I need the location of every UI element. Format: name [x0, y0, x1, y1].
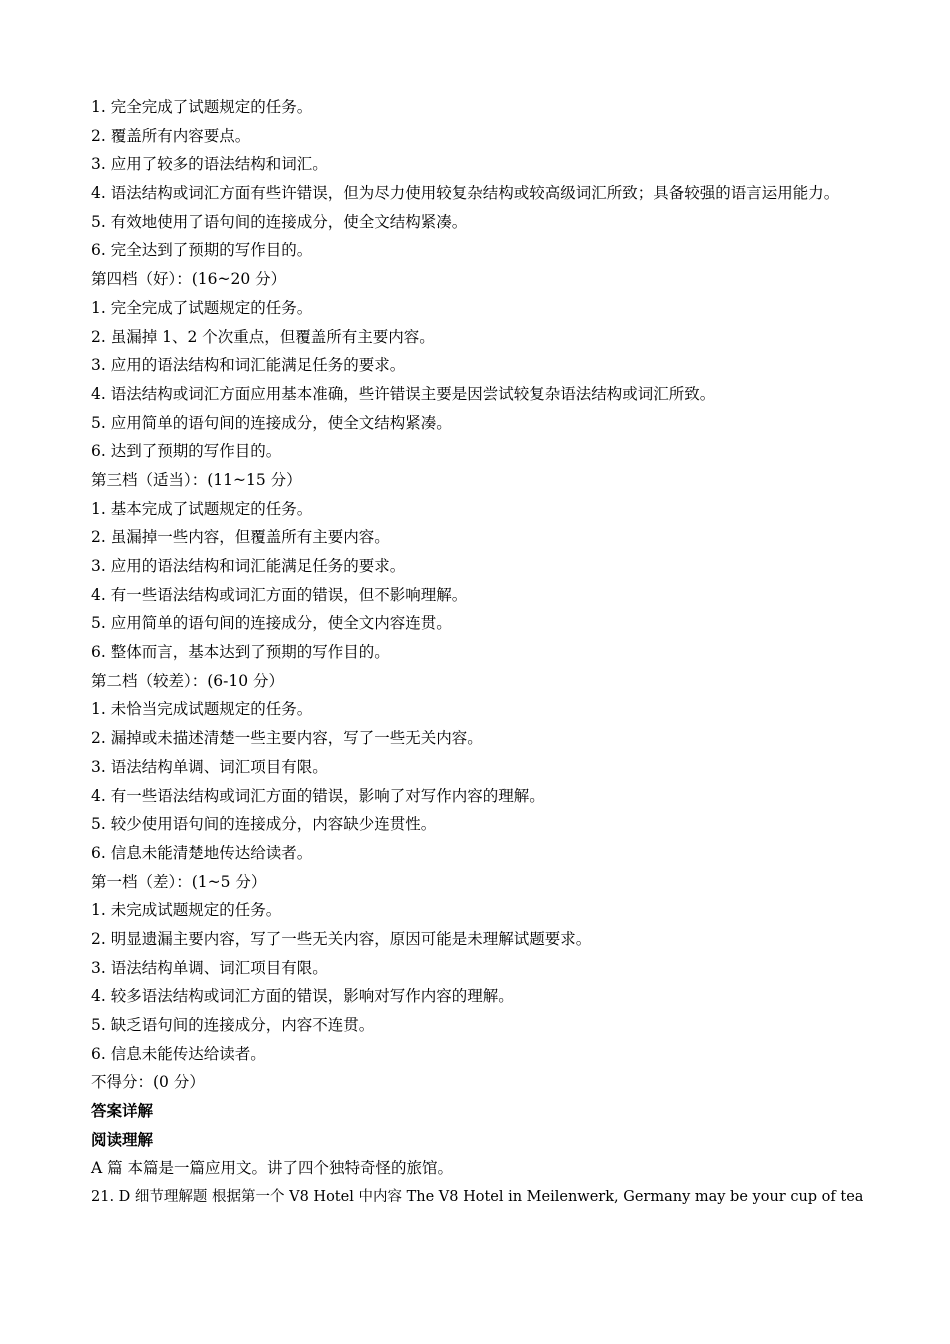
- text-line: 1. 完全完成了试题规定的任务。: [91, 98, 313, 116]
- text-line: 2. 漏掉或未描述清楚一些主要内容，写了一些无关内容。: [91, 729, 483, 748]
- text-line: 6. 信息未能传达给读者。: [91, 1044, 266, 1063]
- text-line: 3. 语法结构单调、词汇项目有限。: [91, 958, 328, 977]
- text-line: 5. 缺乏语句间的连接成分，内容不连贯。: [91, 1016, 375, 1035]
- text-line: 3. 应用的语法结构和词汇能满足任务的要求。: [91, 356, 406, 375]
- text-line: 5. 应用简单的语句间的连接成分，使全文结构紧凑。: [91, 413, 452, 432]
- text-line: 6. 达到了预期的写作目的。: [91, 442, 282, 461]
- text-line: 4. 有一些语法结构或词汇方面的错误，影响了对写作内容的理解。: [91, 786, 545, 805]
- text-line: 1. 基本完成了试题规定的任务。: [91, 499, 313, 518]
- text-line: 1. 未完成试题规定的任务。: [91, 901, 282, 920]
- text-line: 3. 应用了较多的语法结构和词汇。: [91, 155, 328, 174]
- text-line: 1. 完全完成了试题规定的任务。: [91, 298, 313, 317]
- text-line: 4. 语法结构或词汇方面应用基本准确，些许错误主要是因尝试较复杂语法结构或词汇所致。: [91, 384, 716, 403]
- grade-heading: 第二档（较差）：(6-10 分）: [91, 671, 285, 690]
- grade-heading: 不得分：(0 分）: [91, 1073, 205, 1092]
- section-heading: 答案详解: [91, 1102, 154, 1121]
- text-line: 21. D 细节理解题 根据第一个 V8 Hotel 中内容 The V8 Hotel in Meilenwerk, Germany may be your cup of tea: [91, 1189, 864, 1206]
- text-line: 5. 应用简单的语句间的连接成分，使全文内容连贯。: [91, 614, 452, 633]
- text-line: 1. 未恰当完成试题规定的任务。: [91, 700, 313, 719]
- section-heading: 阅读理解: [91, 1130, 154, 1149]
- document-page: [91, 93, 863, 1212]
- text-line: 5. 较少使用语句间的连接成分，内容缺少连贯性。: [91, 815, 437, 834]
- grade-heading: 第四档（好）：(16~20 分）: [91, 270, 287, 289]
- text-line: 2. 覆盖所有内容要点。: [91, 126, 251, 145]
- text-line: 6. 信息未能清楚地传达给读者。: [91, 843, 313, 862]
- text-line: 3. 语法结构单调、词汇项目有限。: [91, 757, 328, 776]
- text-line: 6. 完全达到了预期的写作目的。: [91, 241, 313, 260]
- text-line: 4. 有一些语法结构或词汇方面的错误，但不影响理解。: [91, 585, 468, 604]
- text-line: 4. 语法结构或词汇方面有些许错误，但为尽力使用较复杂结构或较高级词汇所致；具备较强的语言运用能力。: [91, 184, 840, 203]
- grade-heading: 第一档（差）：(1~5 分）: [91, 872, 267, 891]
- text-line: A 篇 本篇是一篇应用文。讲了四个独特奇怪的旅馆。: [91, 1159, 454, 1178]
- grade-heading: 第三档（适当）：(11~15 分）: [91, 470, 302, 489]
- text-line: 5. 有效地使用了语句间的连接成分，使全文结构紧凑。: [91, 212, 468, 231]
- text-line: 2. 虽漏掉 1、2 个次重点，但覆盖所有主要内容。: [91, 327, 435, 346]
- text-line: 3. 应用的语法结构和词汇能满足任务的要求。: [91, 557, 406, 576]
- text-line: 2. 虽漏掉一些内容，但覆盖所有主要内容。: [91, 528, 390, 547]
- text-line: 6. 整体而言，基本达到了预期的写作目的。: [91, 643, 390, 662]
- text-line: 2. 明显遗漏主要内容，写了一些无关内容，原因可能是未理解试题要求。: [91, 929, 592, 948]
- text-line: 4. 较多语法结构或词汇方面的错误，影响对写作内容的理解。: [91, 987, 514, 1006]
